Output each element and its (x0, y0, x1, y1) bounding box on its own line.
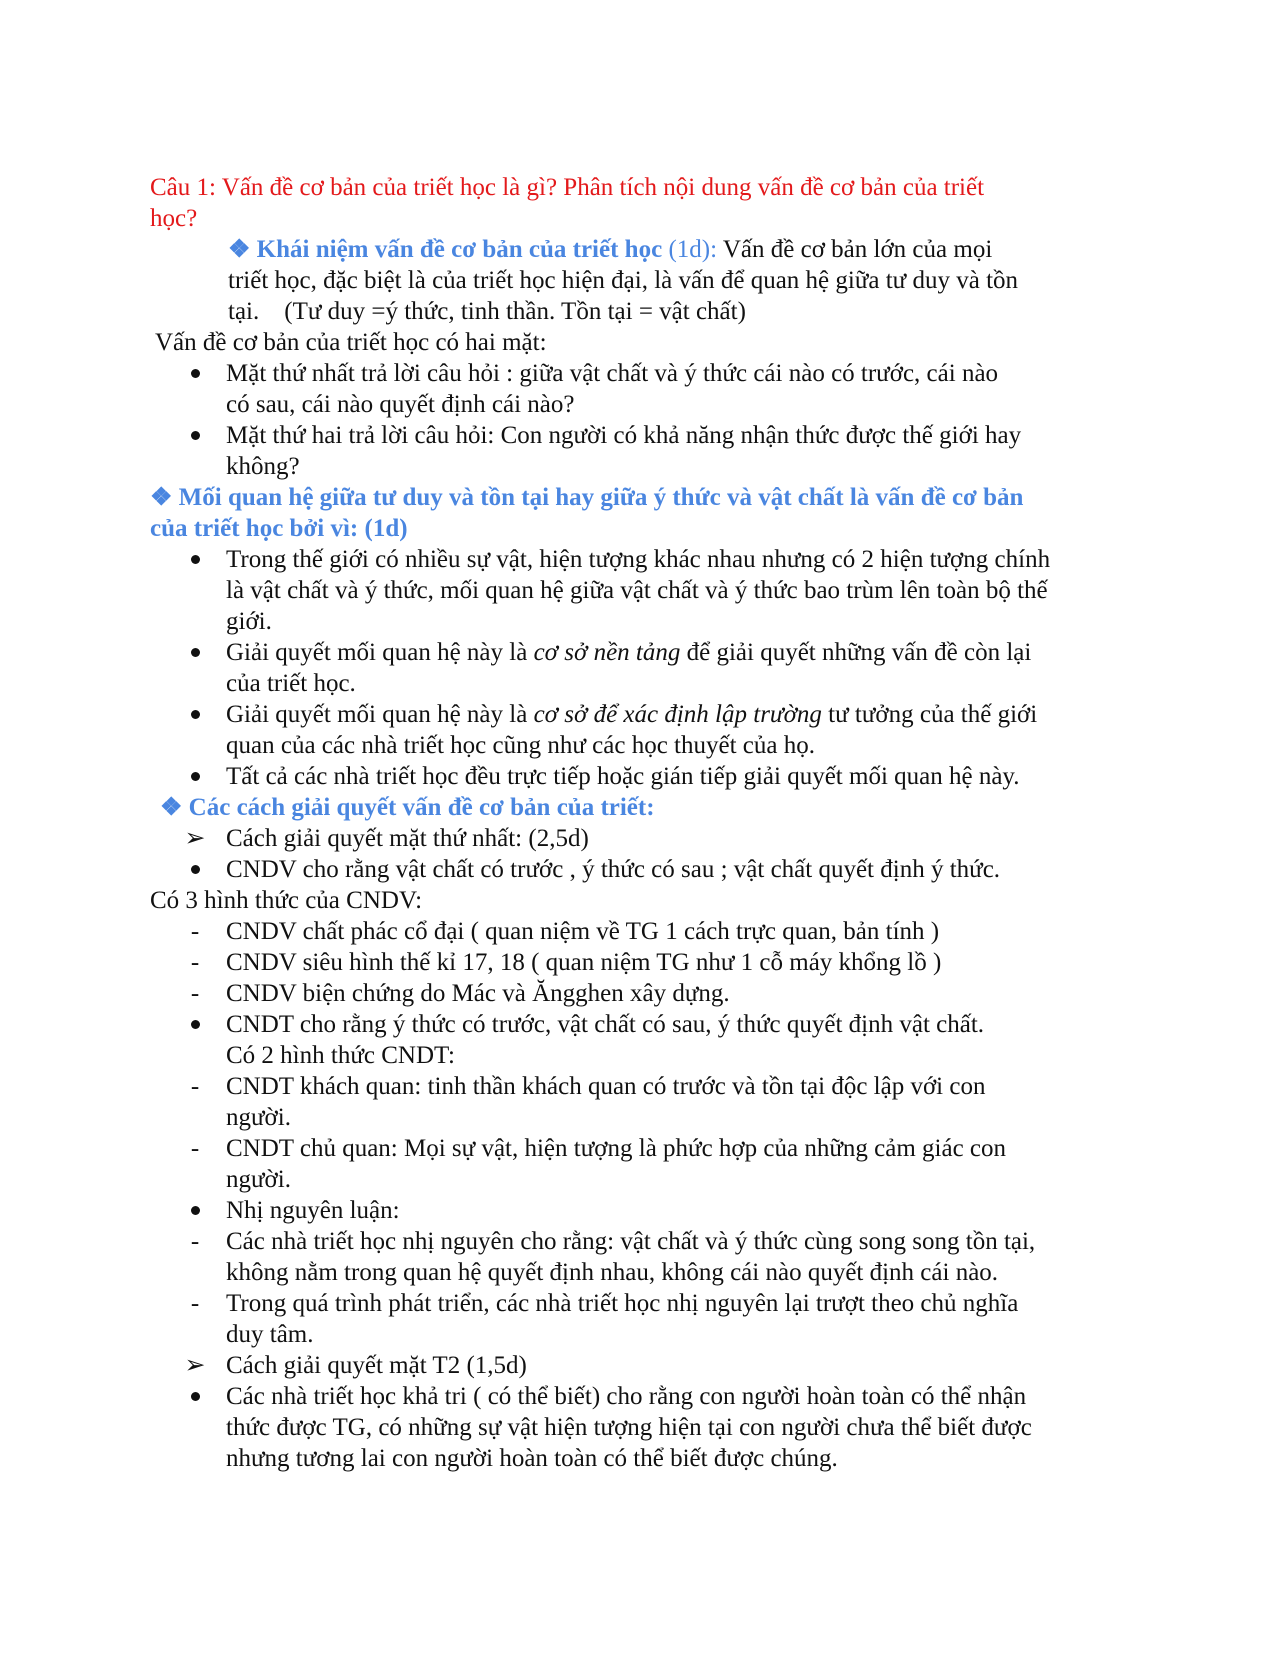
side1-label: Cách giải quyết mặt thứ nhất: (2,5d) (226, 825, 589, 852)
list-item (150, 544, 1130, 637)
bullet-icon (180, 1195, 210, 1226)
dash-bullet-icon: - (190, 1290, 200, 1317)
list-item (150, 699, 1130, 761)
list-item-text: Các nhà triết học nhị nguyên cho rằng: vật chất và ý thức cùng song song tồn tại, (226, 1228, 1036, 1255)
side2-label: Cách giải quyết mặt T2 (1,5d) (226, 1352, 527, 1379)
list-item (150, 420, 1130, 482)
methods-heading (150, 792, 1130, 823)
relation-heading (150, 482, 1130, 513)
relation-heading-cont: của triết học bởi vì: (1d) (150, 515, 408, 542)
list-item (150, 1226, 1130, 1288)
bullet-icon (180, 854, 210, 885)
diamond-bullet-icon: ❖ (150, 484, 173, 511)
arrow-bullet-icon: ➢ (184, 825, 206, 852)
concept-heading: Khái niệm vấn đề cơ bản của triết học (256, 236, 663, 263)
bullet-icon (180, 699, 210, 730)
dash-bullet-icon: - (190, 1228, 200, 1255)
list-item-text: không? (226, 453, 300, 480)
two-sides-intro: Vấn đề cơ bản của triết học có hai mặt: (155, 329, 547, 356)
list-item (150, 1195, 1130, 1226)
dash-bullet-icon: - (190, 949, 200, 976)
list-item-text: Trong thế giới có nhiều sự vật, hiện tượng khác nhau nhưng có 2 hiện tượng chính (226, 546, 1051, 573)
concept-text: Vấn đề cơ bản lớn của mọi (722, 236, 993, 263)
concept-text-line2: triết học, đặc biệt là của triết học hiện đại, là vấn để quan hệ giữa tư duy và tồn (228, 267, 1019, 294)
arrow-bullet-icon: ➢ (184, 1352, 206, 1379)
bullet-icon (180, 637, 210, 668)
list-item-text: Trong quá trình phát triển, các nhà triết học nhị nguyên lại trượt theo chủ nghĩa (226, 1290, 1019, 1317)
list-item-text: CNDV siêu hình thế kỉ 17, 18 ( quan niệm TG như 1 cỗ máy khổng lồ ) (226, 949, 942, 976)
list-item-text: Nhị nguyên luận: (226, 1197, 400, 1224)
list-item-text: Mặt thứ hai trả lời câu hỏi: Con người có khả năng nhận thức được thế giới hay (226, 422, 1022, 449)
list-item-text: là vật chất và ý thức, mối quan hệ giữa vật chất và ý thức bao trùm lên toàn bộ thế (226, 577, 1048, 604)
list-item-text: Các nhà triết học khả tri ( có thể biết) cho rằng con người hoàn toàn có thể nhận (226, 1383, 1027, 1410)
bullet-icon (180, 358, 210, 389)
list-item (150, 1133, 1130, 1195)
list-item (150, 854, 1130, 885)
diamond-bullet-icon: ❖ (228, 236, 251, 263)
list-item-text: không nằm trong quan hệ quyết định nhau, không cái nào quyết định cái nào. (226, 1259, 999, 1286)
list-item-text: Giải quyết mối quan hệ này là cơ sở nền tảng để giải quyết những vấn đề còn lại (226, 639, 1032, 666)
emphasis-text: cơ sở để xác định lập trường (533, 701, 822, 728)
relation-heading-text: Mối quan hệ giữa tư duy và tồn tại hay giữa ý thức và vật chất là vấn đề cơ bản (178, 484, 1024, 511)
document-page (150, 172, 1130, 1474)
list-item (150, 1288, 1130, 1350)
list-item-text: nhưng tương lai con người hoàn toàn có thể biết được chúng. (226, 1445, 838, 1472)
list-item-text: giới. (226, 608, 272, 635)
dash-bullet-icon: - (190, 980, 200, 1007)
bullet-icon (180, 1381, 210, 1412)
cndt-forms-intro: Có 2 hình thức CNDT: (226, 1042, 455, 1069)
question-title: Câu 1: Vấn đề cơ bản của triết học là gì? Phân tích nội dung vấn đề cơ bản của triết (150, 174, 985, 201)
list-item (150, 1009, 1130, 1071)
methods-heading-text: Các cách giải quyết vấn đề cơ bản của triết: (188, 794, 655, 821)
list-item (150, 947, 1130, 978)
bullet-icon (180, 1009, 210, 1040)
question-title-cont: học? (150, 205, 198, 232)
list-item (150, 1071, 1130, 1133)
concept-points: (1d): (668, 236, 718, 263)
list-item (150, 761, 1130, 792)
list-item (150, 1350, 1130, 1381)
bullet-icon (180, 420, 210, 451)
concept-paragraph (150, 234, 1130, 265)
dash-bullet-icon: - (190, 1135, 200, 1162)
list-item (150, 978, 1130, 1009)
list-item-text: duy tâm. (226, 1321, 314, 1348)
list-item-text: Tất cả các nhà triết học đều trực tiếp hoặc gián tiếp giải quyết mối quan hệ này. (226, 763, 1020, 790)
diamond-bullet-icon: ❖ (160, 794, 183, 821)
dash-bullet-icon: - (190, 918, 200, 945)
list-item (150, 916, 1130, 947)
list-item-text: quan của các nhà triết học cũng như các học thuyết của họ. (226, 732, 815, 759)
bullet-icon (180, 761, 210, 792)
list-item (150, 637, 1130, 699)
list-item (150, 358, 1130, 420)
concept-text-line3: tại. (Tư duy =ý thức, tinh thần. Tồn tại = vật chất) (228, 298, 746, 325)
list-item-text: Mặt thứ nhất trả lời câu hỏi : giữa vật chất và ý thức cái nào có trước, cái nào (226, 360, 999, 387)
list-item-text: CNDT chủ quan: Mọi sự vật, hiện tượng là phức hợp của những cảm giác con (226, 1135, 1007, 1162)
list-item-text: người. (226, 1104, 291, 1131)
list-item-text: CNDV biện chứng do Mác và Ăngghen xây dựng. (226, 980, 730, 1007)
emphasis-text: cơ sở nền tảng (533, 639, 681, 666)
list-item-text: có sau, cái nào quyết định cái nào? (226, 391, 575, 418)
list-item-text: CNDV chất phác cổ đại ( quan niệm về TG 1 cách trực quan, bản tính ) (226, 918, 940, 945)
list-item-text: thức được TG, có những sự vật hiện tượng hiện tại con người chưa thể biết được (226, 1414, 1032, 1441)
dash-bullet-icon: - (190, 1073, 200, 1100)
cndv-forms-intro: Có 3 hình thức của CNDV: (150, 887, 423, 914)
list-item-text: CNDV cho rằng vật chất có trước , ý thức có sau ; vật chất quyết định ý thức. (226, 856, 1001, 883)
bullet-icon (180, 544, 210, 575)
list-item-text: người. (226, 1166, 291, 1193)
list-item-text: CNDT cho rằng ý thức có trước, vật chất có sau, ý thức quyết định vật chất. (226, 1011, 985, 1038)
list-item (150, 823, 1130, 854)
list-item-text: CNDT khách quan: tinh thần khách quan có trước và tồn tại độc lập với con (226, 1073, 986, 1100)
list-item-text: Giải quyết mối quan hệ này là cơ sở để xác định lập trường tư tưởng của thế giới (226, 701, 1038, 728)
list-item (150, 1381, 1130, 1474)
list-item-text: của triết học. (226, 670, 356, 697)
